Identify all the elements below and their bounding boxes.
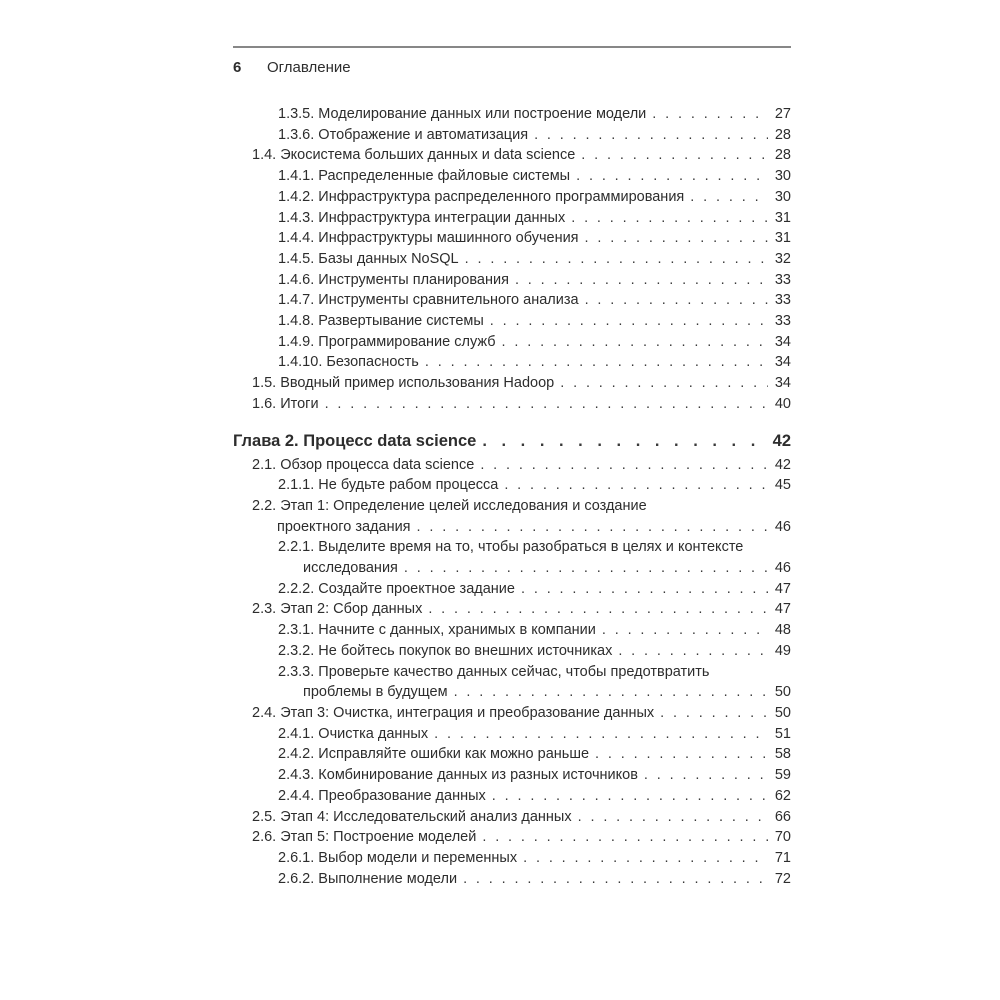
toc-entry-page: 27 [774, 106, 791, 122]
dot-leader [521, 579, 768, 600]
toc-entry-page: 59 [774, 767, 791, 784]
toc-entry-page: 50 [774, 704, 791, 721]
toc-entry-text: 1.6. Итоги [252, 395, 319, 412]
toc-entry [233, 620, 791, 641]
toc-entry-text: 2.2.2. Создайте проектное задание [278, 580, 515, 597]
toc-entry-text: 2.3. Этап 2: Сбор данных [252, 601, 423, 618]
toc-entry-page: 32 [774, 250, 791, 267]
toc-entry-text: 2.3.3. Проверьте качество данных сейчас, чтобы предотвратить [278, 663, 710, 680]
toc-entry [233, 724, 791, 745]
toc-entry [233, 455, 791, 476]
toc-entry-page: 50 [774, 684, 791, 701]
toc-entry-page: 33 [774, 292, 791, 309]
dot-leader [482, 827, 768, 848]
toc-entry [233, 848, 791, 869]
toc-entry-page: 47 [774, 580, 791, 597]
toc-entry [233, 373, 791, 394]
toc-entry [233, 744, 791, 765]
toc-entry-text: 1.4.1. Распределенные файловые системы [278, 168, 571, 185]
dot-leader [690, 187, 768, 208]
toc-entry-page: 62 [774, 787, 791, 804]
dot-leader [618, 641, 768, 662]
toc-entry-text: 1.4.3. Инфраструктура интеграции данных [278, 209, 566, 226]
toc-entry-text: 2.3.2. Не бойтесь покупок во внешних источниках [278, 642, 613, 659]
toc-chapter-entry [233, 429, 791, 453]
toc-entry-page: 58 [774, 746, 791, 763]
toc-entry [233, 352, 791, 373]
toc-entry-text: 1.4.9. Программирование служб [278, 333, 496, 350]
dot-leader [463, 869, 768, 890]
toc-entry [233, 786, 791, 807]
dot-leader [595, 744, 768, 765]
toc-entry [233, 579, 791, 600]
dot-leader [490, 311, 768, 332]
toc-entry-text: 2.2. Этап 1: Определение целей исследования и создание [252, 497, 647, 514]
dot-leader [644, 765, 768, 786]
toc-entry-page: 47 [774, 601, 791, 618]
toc-entry-text: 2.6.1. Выбор модели и переменных [278, 849, 518, 866]
toc-entry [233, 394, 791, 415]
dot-leader [325, 394, 768, 415]
toc-entry-text: 2.2.1. Выделите время на то, чтобы разобраться в целях и контексте [278, 539, 744, 556]
toc-entry-page: 34 [774, 333, 791, 350]
toc-entry-text: 1.4.4. Инфраструктуры машинного обучения [278, 230, 579, 247]
dot-leader [581, 145, 768, 166]
toc-entry [233, 125, 791, 146]
toc-entry [233, 166, 791, 187]
toc-entry-page: 46 [774, 560, 791, 577]
toc-entry-page: 28 [774, 126, 791, 143]
toc-entry-text: 1.4.5. Базы данных NoSQL [278, 250, 459, 267]
dot-leader [585, 228, 768, 249]
toc-entry [233, 599, 791, 620]
toc-entry-page: 34 [774, 354, 791, 371]
toc-entry-page: 40 [774, 395, 791, 412]
page-header [233, 46, 791, 76]
toc-entry-text: 2.4.2. Исправляйте ошибки как можно раньше [278, 746, 590, 763]
dot-leader [578, 807, 768, 828]
toc-entry-text: 2.4.1. Очистка данных [278, 725, 429, 742]
dot-leader [660, 703, 768, 724]
toc-entry [233, 662, 791, 683]
dot-leader [652, 104, 768, 125]
dot-leader [480, 455, 768, 476]
page-number: 6 [233, 59, 242, 76]
book-page [233, 0, 791, 889]
toc-entry-page: 30 [774, 168, 791, 185]
toc-entry-page: 31 [774, 230, 791, 247]
toc-entry [233, 703, 791, 724]
toc-entry-page: 72 [774, 870, 791, 887]
toc-entry [233, 475, 791, 496]
toc-entry [233, 311, 791, 332]
toc-entry-text: 2.1. Обзор процесса data science [252, 456, 475, 473]
toc-entry [233, 827, 791, 848]
toc-entry [233, 208, 791, 229]
toc-entry-page: 33 [774, 313, 791, 330]
toc-entry-page: 49 [774, 642, 791, 659]
toc-entry [233, 765, 791, 786]
toc-list [233, 104, 791, 889]
toc-entry [233, 290, 791, 311]
dot-leader [492, 786, 768, 807]
dot-leader [504, 475, 768, 496]
dot-leader [602, 620, 768, 641]
toc-entry-page: 30 [774, 188, 791, 205]
toc-entry-continuation [233, 682, 791, 703]
toc-entry-text: 2.5. Этап 4: Исследовательский анализ данных [252, 808, 572, 825]
toc-entry-text: Глава 2. Процесс data science [233, 431, 477, 450]
toc-entry-page: 51 [774, 725, 791, 742]
toc-entry-text: 2.4.4. Преобразование данных [278, 787, 486, 804]
toc-entry [233, 537, 791, 558]
toc-entry-continuation [233, 558, 791, 579]
toc-entry-text: 1.4.10. Безопасность [278, 354, 419, 371]
dot-leader [428, 599, 768, 620]
toc-entry-text: 2.3.1. Начните с данных, хранимых в компании [278, 622, 596, 639]
toc-entry [233, 228, 791, 249]
dot-leader [404, 558, 768, 579]
toc-entry-text: 2.1.1. Не будьте рабом процесса [278, 477, 499, 494]
toc-entry-text: 1.4.6. Инструменты планирования [278, 271, 509, 288]
toc-entry-page: 28 [774, 147, 791, 164]
header-rule [233, 46, 791, 48]
toc-entry-text: 1.3.5. Моделирование данных или построение модели [278, 106, 647, 122]
toc-entry-text: проблемы в будущем [303, 684, 448, 701]
toc-entry [233, 641, 791, 662]
toc-entry-page: 45 [774, 477, 791, 494]
toc-entry [233, 496, 791, 517]
toc-entry-page: 42 [772, 431, 791, 450]
dot-leader [465, 249, 768, 270]
toc-entry-page: 31 [774, 209, 791, 226]
toc-entry [233, 807, 791, 828]
toc-entry-page: 66 [774, 808, 791, 825]
toc-entry-text: 1.4.8. Развертывание системы [278, 313, 484, 330]
toc-entry-text: 2.4.3. Комбинирование данных из разных источников [278, 767, 638, 784]
dot-leader [534, 125, 768, 146]
toc-entry-text: 1.4.2. Инфраструктура распределенного программирования [278, 188, 685, 205]
toc-entry-page: 71 [774, 849, 791, 866]
dot-leader [585, 290, 768, 311]
header-text [233, 59, 791, 76]
toc-entry [233, 145, 791, 166]
dot-leader [502, 332, 768, 353]
toc-entry-text: 1.5. Вводный пример использования Hadoop [252, 375, 555, 392]
toc-entry [233, 187, 791, 208]
toc-entry-text: 2.6. Этап 5: Построение моделей [252, 829, 477, 846]
toc-entry [233, 332, 791, 353]
toc-entry-page: 34 [774, 375, 791, 392]
dot-leader [454, 682, 768, 703]
toc-entry [233, 104, 791, 125]
dot-leader [560, 373, 768, 394]
toc-entry [233, 869, 791, 890]
toc-entry-page: 42 [774, 456, 791, 473]
toc-entry-text: 1.3.6. Отображение и автоматизация [278, 126, 529, 143]
dot-leader [571, 208, 768, 229]
dot-leader [434, 724, 768, 745]
dot-leader [417, 517, 768, 538]
toc-entry [233, 249, 791, 270]
dot-leader [482, 429, 768, 453]
dot-leader [523, 848, 768, 869]
toc-entry-text: 2.4. Этап 3: Очистка, интеграция и преобразование данных [252, 704, 655, 721]
toc-entry-text: проектного задания [277, 518, 411, 535]
toc-entry-text: 2.6.2. Выполнение модели [278, 870, 458, 887]
toc-entry-text: 1.4. Экосистема больших данных и data science [252, 147, 576, 164]
dot-leader [576, 166, 768, 187]
toc-entry-text: 1.4.7. Инструменты сравнительного анализа [278, 292, 579, 309]
toc-entry-page: 46 [774, 518, 791, 535]
toc-entry [233, 270, 791, 291]
running-title: Оглавление [267, 59, 351, 76]
toc-entry-page: 70 [774, 829, 791, 846]
toc-entry-continuation [233, 517, 791, 538]
toc-entry-page: 48 [774, 622, 791, 639]
toc-entry-page: 33 [774, 271, 791, 288]
toc-entry-text: исследования [303, 560, 398, 577]
dot-leader [515, 270, 768, 291]
dot-leader [425, 352, 768, 373]
